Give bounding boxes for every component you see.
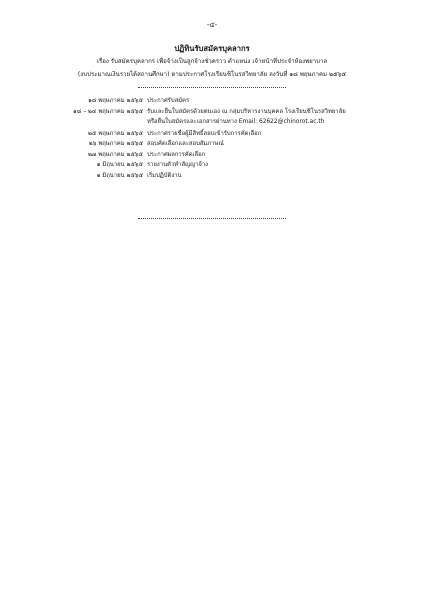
schedule-activity: สอบคัดเลือกและสอบสัมภาษณ์ [147, 141, 224, 147]
schedule-date: ๒๕ พฤษภาคม ๒๕๖๕ [88, 130, 143, 137]
schedule-activity: ประกาศรายชื่อผู้มีสิทธิ์สอบเข้ารับการคัดเลือก [147, 130, 262, 137]
subject-line-2: (งบประมาณเงินรายได้สถานศึกษา) ตามประกาศโรงเรียนชิโนรสวิทยาลัย ลงวันที่ ๑๘ พฤษภาคม ๒๕๖๕ [77, 70, 347, 78]
schedule-date: ๑ มิถุนายน ๒๕๖๕ [96, 172, 143, 179]
schedule-row [0, 107, 424, 129]
top-dotted-divider [138, 87, 286, 88]
schedule-activity: รายงานตัวทำสัญญาจ้าง [147, 162, 209, 168]
schedule-date: ๒๗ พฤษภาคม ๒๕๖๕ [88, 151, 143, 158]
document-subject [0, 56, 424, 81]
document-title: ปฏิทินรับสมัครบุคลากร [174, 44, 250, 53]
schedule-activity-line: รับและยื่นใบสมัครด้วยตนเอง ณ กลุ่มบริหารงานบุคคล โรงเรียนชิโนรสวิทยาลัย [147, 108, 346, 115]
schedule-row [0, 171, 424, 182]
schedule-activity-line: หรือยื่นใบสมัครและเอกสารผ่านทาง Email: 62622@chinorot.ac.th [147, 119, 325, 125]
schedule-date: ๑๘ พฤษภาคม ๒๕๖๕ [88, 98, 143, 104]
schedule-date: ๑๘ – ๒๔ พฤษภาคม ๒๕๖๕ [73, 108, 143, 115]
schedule-row [0, 160, 424, 171]
schedule-row [0, 139, 424, 150]
schedule-list [0, 96, 424, 181]
schedule-row [0, 129, 424, 140]
subject-line-1: เรื่อง รับสมัครบุคลากร เพื่อจ้างเป็นลูกจ้างชั่วคราว ตำแหน่ง เจ้าหน้าที่ประจำห้องพยาบาล [96, 58, 328, 65]
schedule-activity: ประกาศรับสมัคร [147, 98, 190, 104]
schedule-activity: ประกาศผลการคัดเลือก [147, 151, 206, 158]
schedule-date: ๑ มิถุนายน ๒๕๖๕ [96, 162, 143, 168]
schedule-row [0, 96, 424, 107]
schedule-date: ๒๖ พฤษภาคม ๒๕๖๕ [88, 141, 143, 147]
schedule-activity: เริ่มปฏิบัติงาน [147, 172, 182, 179]
schedule-row [0, 150, 424, 161]
page-number: -๔- [206, 21, 218, 29]
schedule-activity [147, 107, 346, 128]
bottom-dotted-divider [138, 218, 286, 219]
